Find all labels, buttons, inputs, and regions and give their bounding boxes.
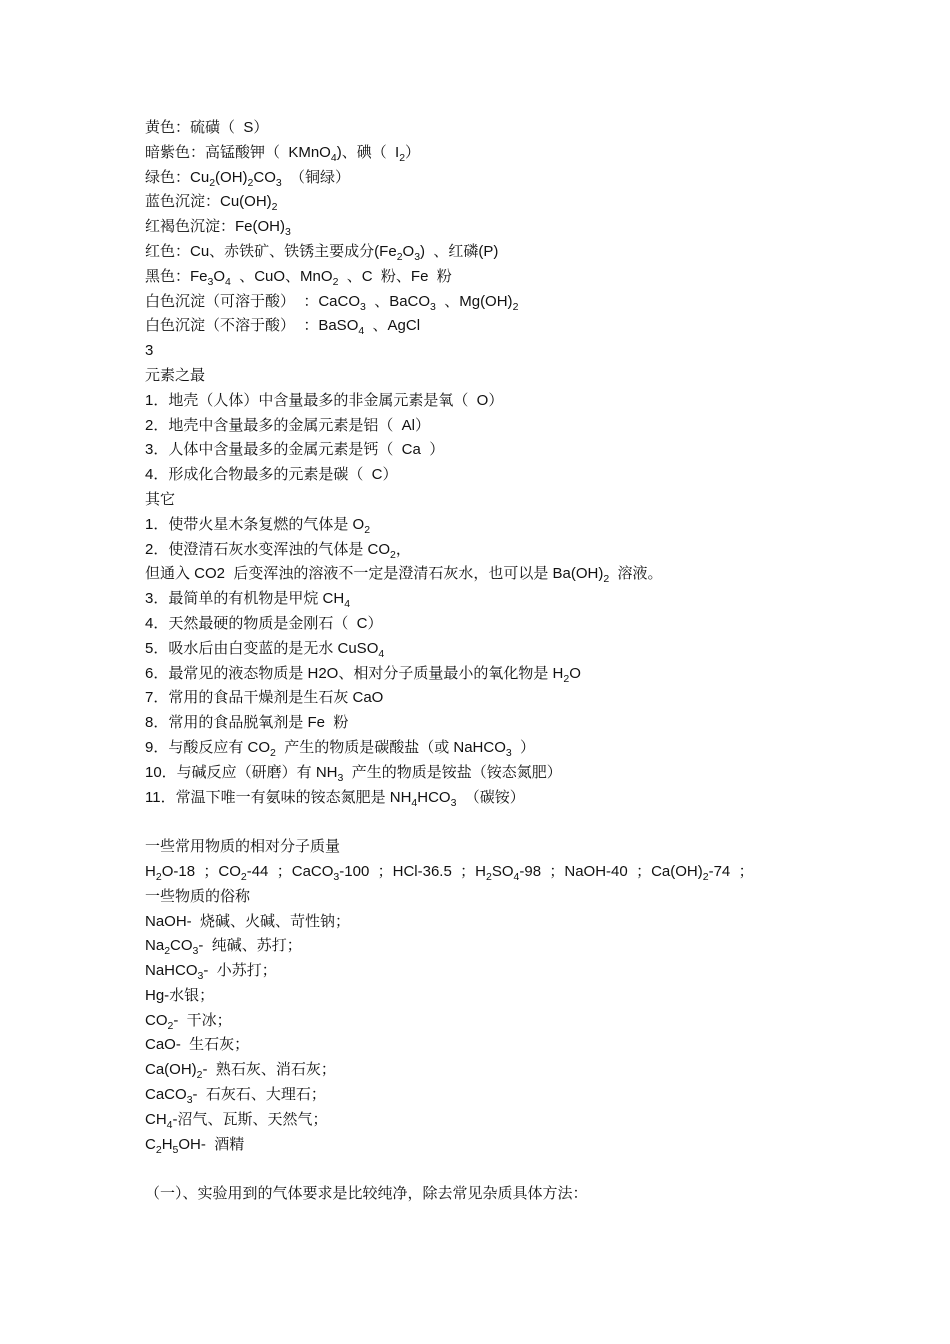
- subscript: 4: [166, 1118, 173, 1131]
- text-line: [145, 662, 905, 687]
- text-line: [145, 215, 905, 240]
- document-body: [145, 116, 905, 1207]
- text-segment: 1．使带火星木条复燃的气体是 O: [145, 515, 365, 533]
- text-segment: 5．吸水后由白变蓝的是无水 CuSO: [145, 639, 379, 657]
- text-segment: HCO: [417, 788, 451, 806]
- subscript: 2: [603, 573, 610, 586]
- text-line: [145, 612, 905, 637]
- text-line: [145, 959, 905, 984]
- subscript: 3: [337, 771, 344, 784]
- text-segment: O: [402, 242, 415, 260]
- text-segment: （碳铵）: [456, 788, 525, 806]
- text-segment: 1．地壳（人体）中含量最多的非金属元素是氧（ O）: [145, 391, 504, 409]
- text-segment: CO: [145, 1011, 168, 1029]
- subscript: 2: [332, 275, 339, 288]
- text-segment: 、Mg(OH): [435, 292, 513, 310]
- text-segment: 元素之最: [145, 366, 206, 384]
- text-line: [145, 339, 905, 364]
- text-line: [145, 1083, 905, 1108]
- text-segment: （铜绿）: [281, 168, 351, 186]
- text-segment: - 小苏打；: [203, 962, 277, 980]
- subscript: 2: [247, 176, 254, 189]
- text-segment: ，: [395, 540, 411, 558]
- text-segment: 6．最常见的液态物质是 H2O、相对分子质量最小的氧化物是 H: [145, 664, 564, 682]
- text-line: [145, 562, 905, 587]
- subscript: 3: [186, 1094, 193, 1107]
- text-line: [145, 1058, 905, 1083]
- text-line: [145, 389, 905, 414]
- text-segment: 但通入 CO2 后变浑浊的溶液不一定是澄清石灰水，也可以是 Ba(OH): [145, 565, 604, 583]
- text-segment: )、碘（ I: [336, 143, 400, 161]
- text-segment: O-18 ；CO: [161, 862, 241, 880]
- text-segment: 2．地壳中含量最多的金属元素是铝（ Al）: [145, 416, 431, 434]
- subscript: 3: [360, 300, 366, 313]
- subscript: 2: [563, 672, 570, 685]
- text-line: [145, 538, 905, 563]
- text-line: [145, 686, 905, 711]
- text-line: [145, 835, 905, 860]
- subscript: 2: [155, 1143, 162, 1156]
- text-line: [145, 166, 905, 191]
- text-line: [145, 364, 905, 389]
- text-segment: ）: [511, 738, 536, 756]
- subscript: 2: [396, 250, 403, 263]
- text-line: [145, 414, 905, 439]
- text-line: [145, 463, 905, 488]
- text-line: [145, 786, 905, 811]
- subscript: 3: [207, 275, 214, 288]
- text-segment: 4．形成化合物最多的元素是碳（ C）: [145, 466, 398, 484]
- subscript: 5: [172, 1143, 179, 1156]
- subscript: 2: [196, 1069, 203, 1082]
- subscript: 2: [399, 151, 406, 164]
- subscript: 4: [513, 870, 520, 883]
- text-segment: -98 ；NaOH-40 ；Ca(OH): [519, 862, 703, 880]
- text-segment: 白色沉淀（可溶于酸） ：CaCO: [145, 292, 361, 310]
- text-segment: H: [161, 1135, 173, 1153]
- text-segment: NaOH- 烧碱、火碱、苛性钠；: [145, 912, 351, 930]
- text-line: [145, 711, 905, 736]
- text-segment: -沼气、瓦斯、天然气；: [172, 1110, 328, 1128]
- subscript: 2: [270, 746, 276, 759]
- text-segment: 绿色：Cu: [145, 168, 210, 186]
- subscript: 2: [167, 1019, 174, 1032]
- text-segment: CH: [145, 1110, 167, 1128]
- subscript: 3: [285, 226, 291, 239]
- subscript: 4: [358, 325, 365, 338]
- text-segment: - 熟石灰、消石灰；: [202, 1061, 336, 1079]
- subscript: 2: [164, 945, 171, 958]
- subscript: 4: [378, 647, 385, 660]
- subscript: 3: [450, 796, 457, 809]
- text-segment: 4．天然最硬的物质是金刚石（ C）: [145, 614, 383, 632]
- text-segment: 红色：Cu、赤铁矿、铁锈主要成分(Fe: [145, 242, 397, 260]
- subscript: 3: [333, 870, 340, 883]
- subscript: 2: [512, 300, 519, 313]
- subscript: 2: [155, 870, 162, 883]
- text-segment: 10．与碱反应（研磨）有 NH: [145, 763, 338, 781]
- text-line: [145, 1009, 905, 1034]
- text-segment: 黑色：Fe: [145, 267, 208, 285]
- text-segment: Na: [145, 937, 165, 955]
- subscript: 2: [271, 201, 278, 214]
- text-segment: 3: [145, 342, 154, 360]
- text-line: [145, 1108, 905, 1133]
- text-line: [145, 736, 905, 761]
- text-line: [145, 761, 905, 786]
- text-segment: CO: [170, 937, 193, 955]
- text-segment: ) 、红磷(P): [420, 242, 499, 260]
- text-segment: 黄色：硫磺（ S）: [145, 119, 269, 136]
- text-segment: NaHCO: [145, 962, 198, 980]
- text-line: [145, 141, 905, 166]
- text-segment: CaCO: [145, 1086, 187, 1104]
- text-segment: 3．最简单的有机物是甲烷 CH: [145, 590, 345, 608]
- text-segment: - 干冰；: [173, 1011, 232, 1029]
- text-segment: - 纯碱、苏打；: [198, 937, 302, 955]
- text-segment: 3．人体中含量最多的金属元素是钙（ Ca ）: [145, 441, 445, 459]
- subscript: 4: [344, 598, 351, 611]
- subscript: 2: [209, 176, 216, 189]
- text-line: [145, 116, 905, 141]
- text-line: [145, 910, 905, 935]
- subscript: 4: [411, 796, 418, 809]
- text-segment: O: [213, 267, 226, 285]
- text-segment: 7．常用的食品干燥剂是生石灰 CaO: [145, 689, 384, 707]
- text-line: [145, 1033, 905, 1058]
- subscript: 2: [364, 523, 371, 536]
- text-line: [145, 488, 905, 513]
- subscript: 3: [192, 945, 199, 958]
- text-segment: SO: [491, 862, 514, 880]
- text-segment: - 石灰石、大理石；: [192, 1086, 326, 1104]
- text-line: [145, 290, 905, 315]
- text-segment: 暗紫色：高锰酸钾（ KMnO: [145, 143, 331, 161]
- text-segment: -44 ；CaCO: [246, 862, 334, 880]
- text-segment: C: [145, 1135, 156, 1153]
- text-segment: 、C 粉、Fe 粉: [338, 267, 452, 285]
- text-segment: OH- 酒精: [178, 1135, 245, 1153]
- text-segment: 红褐色沉淀：Fe(OH): [145, 218, 285, 236]
- text-segment: 、AgCl: [364, 317, 421, 335]
- text-line: [145, 513, 905, 538]
- text-segment: 产生的物质是碳酸盐（或 NaHCO: [275, 738, 506, 756]
- text-segment: Ca(OH): [145, 1061, 197, 1079]
- text-segment: 一些常用物质的相对分子质量: [145, 838, 341, 856]
- text-segment: 8．常用的食品脱氧剂是 Fe 粉: [145, 714, 349, 732]
- text-segment: 溶液。: [609, 565, 663, 583]
- text-segment: 11．常温下唯一有氨味的铵态氮肥是 NH: [145, 788, 412, 806]
- subscript: 2: [390, 548, 396, 561]
- subscript: 4: [225, 275, 231, 288]
- text-segment: 其它: [145, 490, 176, 508]
- text-segment: 产生的物质是铵盐（铵态氮肥）: [343, 763, 562, 781]
- text-segment: 、CuO、MnO: [230, 267, 333, 285]
- text-line: [145, 1133, 905, 1158]
- text-line: [145, 885, 905, 910]
- subscript: 4: [330, 151, 337, 164]
- subscript: 3: [197, 970, 204, 983]
- text-segment: 2．使澄清石灰水变浑浊的气体是 CO: [145, 540, 391, 558]
- text-line: [145, 265, 905, 290]
- text-segment: 、BaCO: [365, 292, 431, 310]
- subscript: 3: [505, 746, 512, 759]
- text-line: [145, 314, 905, 339]
- text-line: [145, 984, 905, 1009]
- subscript: 2: [485, 870, 492, 883]
- text-segment: 白色沉淀（不溶于酸） ：BaSO: [145, 317, 359, 335]
- text-line: [145, 637, 905, 662]
- text-line: [145, 240, 905, 265]
- text-segment: CO: [253, 168, 276, 186]
- text-segment: 9．与酸反应有 CO: [145, 738, 271, 756]
- subscript: 2: [240, 870, 247, 883]
- text-segment: (OH): [215, 168, 248, 186]
- text-segment: 蓝色沉淀：Cu(OH): [145, 193, 272, 211]
- text-segment: H: [145, 862, 156, 880]
- text-segment: ）: [405, 143, 421, 161]
- subscript: 3: [275, 176, 282, 189]
- text-segment: Hg-水银；: [145, 986, 215, 1004]
- text-line: [145, 438, 905, 463]
- text-segment: 一些物质的俗称: [145, 887, 251, 905]
- text-segment: O: [569, 664, 581, 682]
- text-line: [145, 587, 905, 612]
- text-line: [145, 860, 905, 885]
- blank-line: [145, 810, 905, 835]
- text-segment: -74 ；: [708, 862, 754, 880]
- text-line: [145, 190, 905, 215]
- text-segment: CaO- 生石灰；: [145, 1036, 250, 1054]
- section-heading: （一）、实验用到的气体要求是比较纯净，除去常见杂质具体方法：: [145, 1185, 588, 1203]
- text-line: [145, 934, 905, 959]
- subscript: 3: [430, 300, 436, 313]
- subscript: 3: [414, 250, 421, 263]
- text-segment: -100 ；HCl-36.5 ；H: [339, 862, 486, 880]
- subscript: 2: [702, 870, 709, 883]
